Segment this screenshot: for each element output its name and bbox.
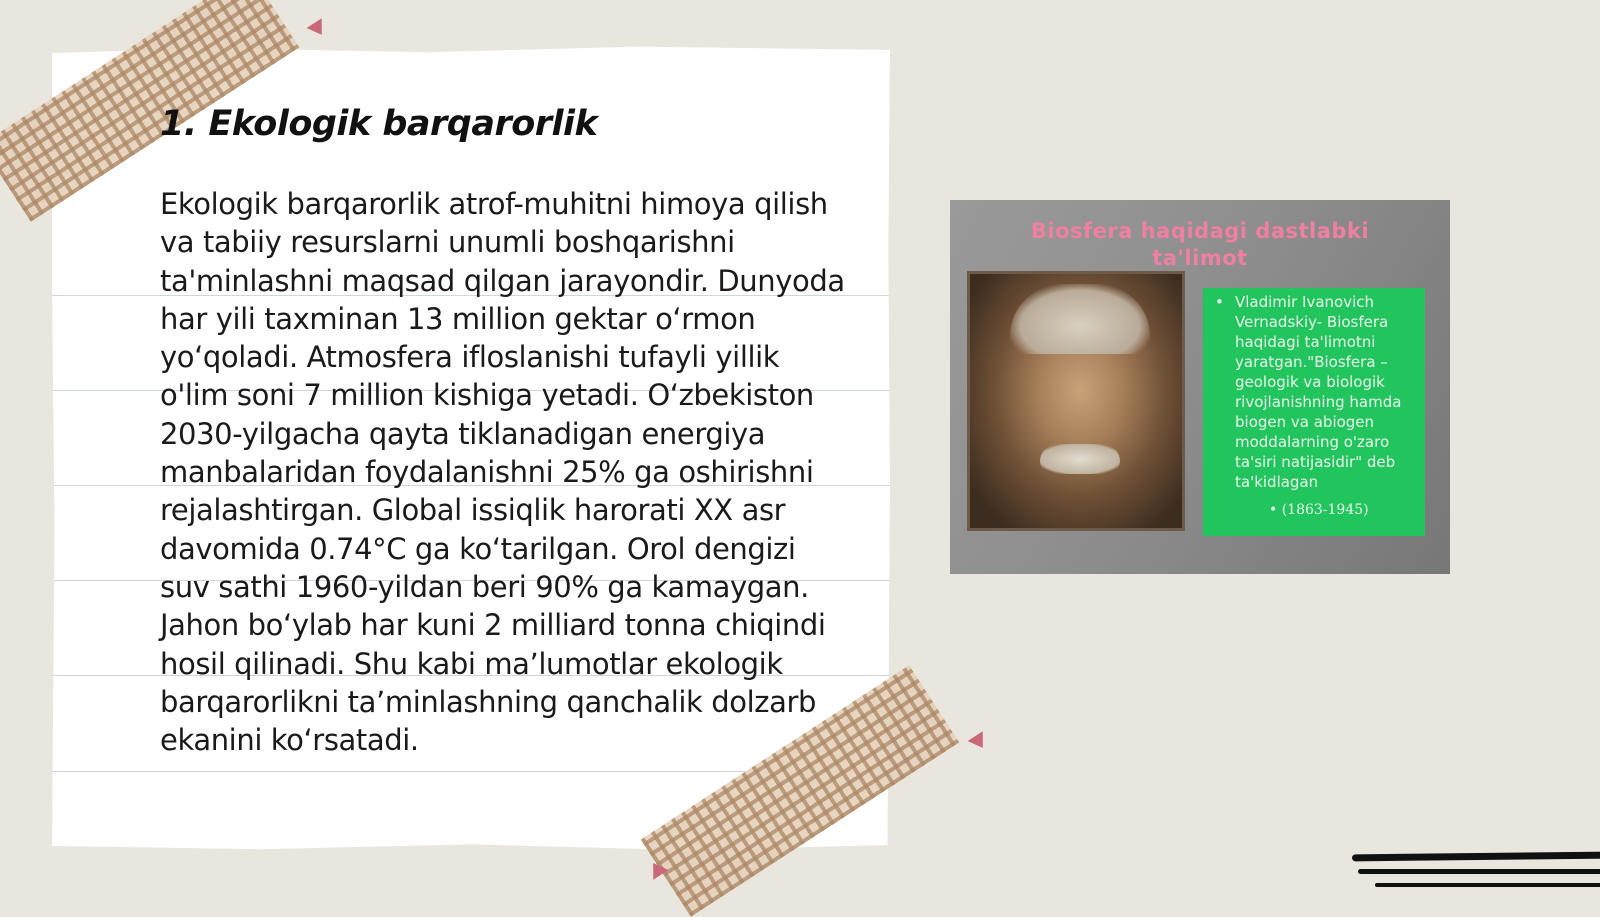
brush-stroke-decoration	[1352, 852, 1600, 862]
image-title-line-2: ta'limot	[1152, 246, 1248, 270]
brush-stroke-decoration	[1358, 869, 1600, 874]
bullet-icon: •	[1215, 293, 1224, 311]
tape-end-marker	[968, 731, 991, 753]
tape-end-marker	[307, 18, 330, 40]
section-title: 1. Ekologik barqarorlik	[160, 104, 598, 144]
image-title	[950, 218, 1450, 272]
vernadsky-years: • (1863-1945)	[1269, 502, 1369, 518]
section-body-text: Ekologik barqarorlik atrof-muhitni himoya qilish va tabiiy resurslarni unumli boshqarishni ta'minlashni maqsad qilgan jarayondir. Dunyoda har yili taxminan 13 million gektar o‘rmon yo‘qoladi. Atmosfera ifloslanishi tufayli yillik o'lim soni 7 million kishiga yetadi. O‘zbekiston 2030-yilgacha qayta tiklanadigan energiya manbalaridan foydalanishni 25% ga oshirishni rejalashtirgan. Global issiqlik harorati XX asr davomida 0.74°C ga ko‘tarilgan. Orol dengizi suv sathi 1960-yildan beri 90% ga kamaygan. Jahon bo‘ylab har kuni 2 milliard tonna chiqindi hosil qilinadi. Shu kabi ma’lumotlar ekologik barqarorlikni ta’minlashning qanchalik dolzarb ekanini ko‘rsatadi.	[160, 187, 845, 758]
portrait-moustache	[1040, 444, 1120, 474]
vernadsky-description: Vladimir Ivanovich Vernadskiy- Biosfera haqidagi ta'limotni yaratgan."Biosfera – geologik va biologik rivojlanishning hamda biogen va abiogen moddalarning o'zaro ta'siri natijasidir" deb ta'kidlagan	[1235, 293, 1402, 491]
image-title-line-1: Biosfera haqidagi dastlabki	[1030, 219, 1370, 243]
brush-stroke-decoration	[1375, 883, 1600, 887]
vernadsky-slide-image	[950, 200, 1450, 574]
portrait-hair	[1010, 284, 1150, 354]
vernadsky-info-box	[1203, 288, 1425, 536]
vernadsky-portrait	[970, 274, 1182, 528]
